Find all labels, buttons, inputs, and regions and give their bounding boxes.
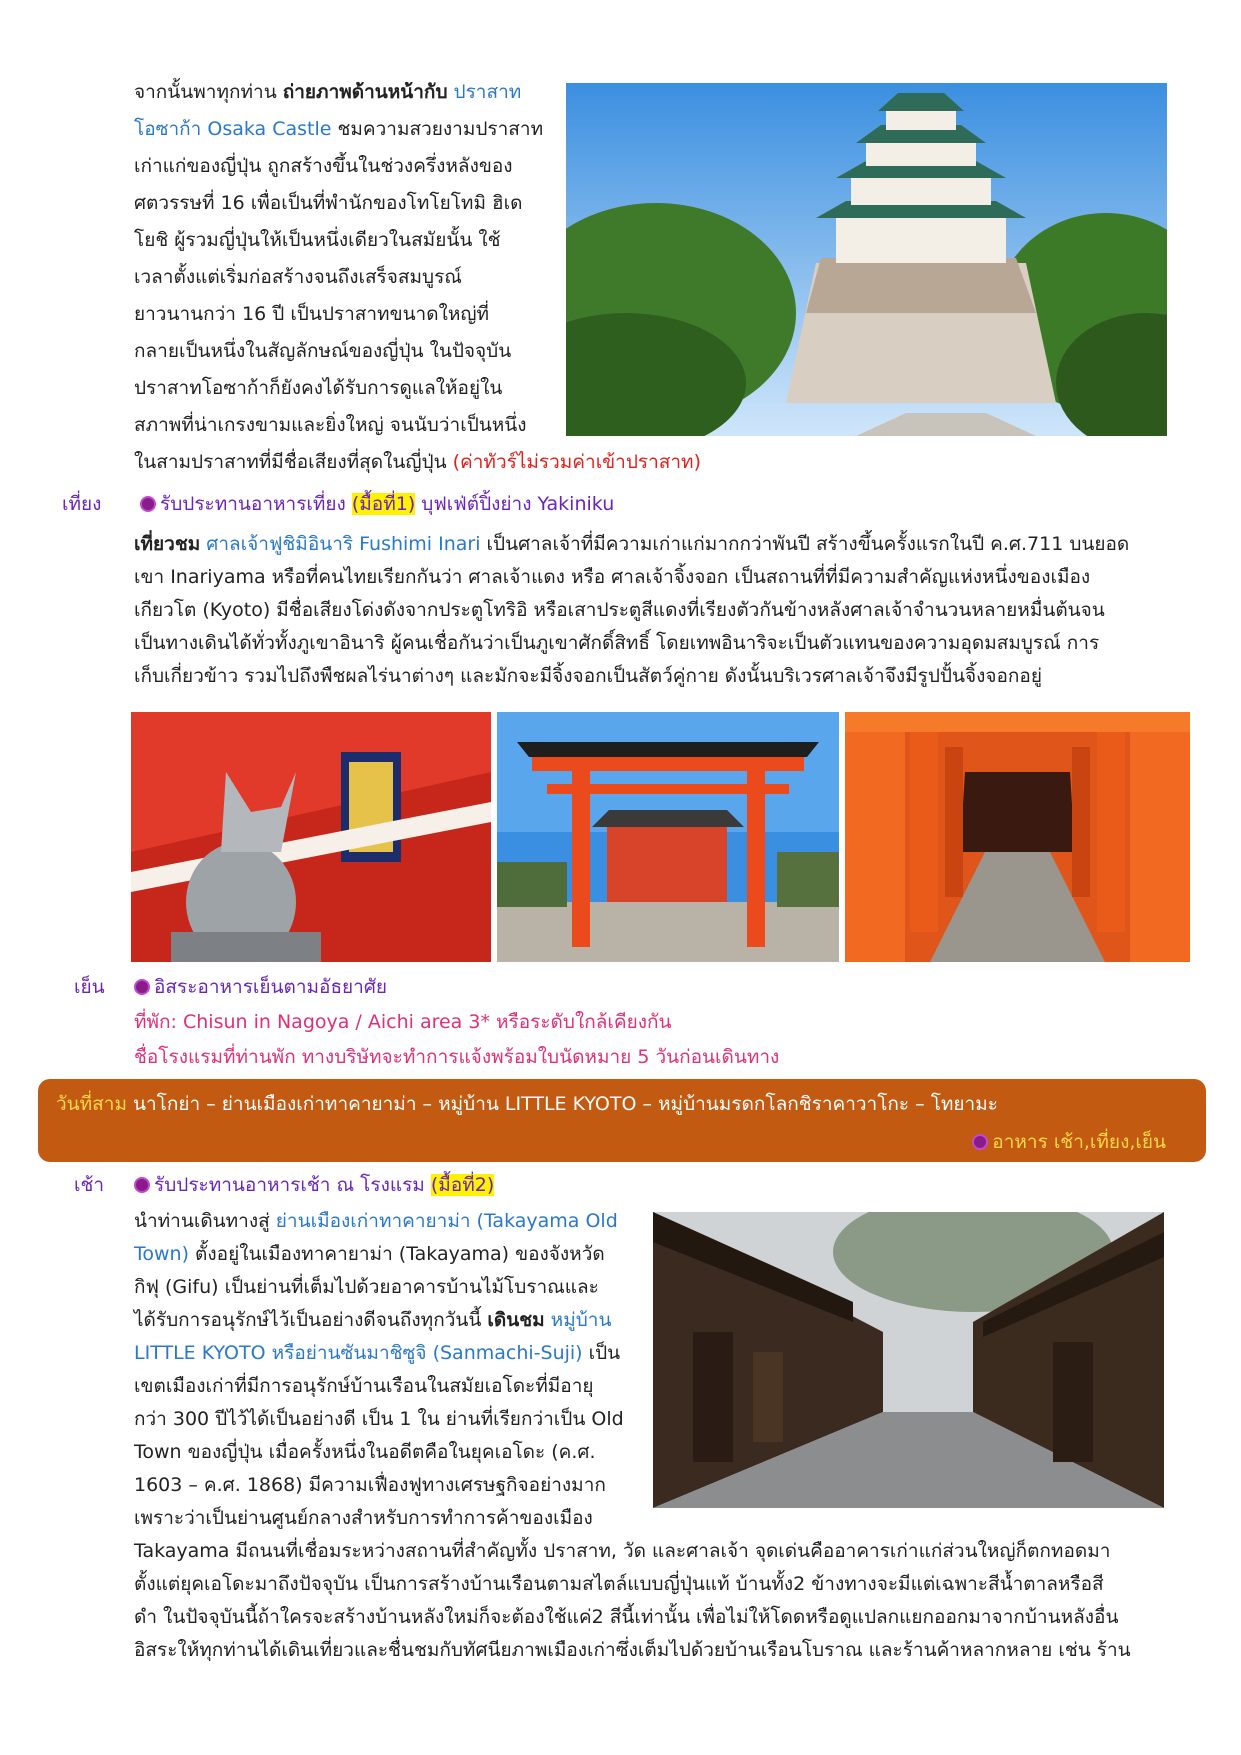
meal-badge: (มื้อที่2)	[430, 1174, 495, 1196]
text-line: โยชิ ผู้รวมญี่ปุ่นให้เป็นหนึ่งเดียวในสมัยนั้น ใช้	[134, 229, 501, 251]
text-line: ในสามปราสาทที่มีชื่อเสียงที่สุดในญี่ปุ่น (ค่าทัวร์ไม่รวมค่าเข้าปราสาท)	[134, 451, 701, 473]
dish-icon	[972, 1134, 988, 1150]
day3-route: วันที่สาม นาโกย่า – ย่านเมืองเก่าทาคายาม่า – หมู่บ้าน LITTLE KYOTO – หมู่บ้านมรดกโลกชิราคาวาโกะ – โทยามะ	[56, 1093, 998, 1115]
fox-statue-photo	[131, 712, 491, 962]
text-line: เขา Inariyama หรือที่คนไทยเรียกกันว่า ศาลเจ้าแดง หรือ ศาลเจ้าจิ้งจอก เป็นสถานที่ที่มีความสำคัญแห่งหนึ่งของเมือง	[134, 566, 1091, 588]
hotel-notice: ชื่อโรงแรมที่ท่านพัก ทางบริษัทจะทำการแจ้งพร้อมใบนัดหมาย 5 วันก่อนเดินทาง	[134, 1046, 780, 1068]
text-line: เที่ยวชม ศาลเจ้าฟูชิมิอินาริ Fushimi Inari เป็นศาลเจ้าที่มีความเก่าแก่มากกว่าพันปี สร้างขึ้นครั้งแรกในปี ค.ศ.711 บนยอด	[134, 533, 1130, 555]
text-line: Takayama มีถนนที่เชื่อมระหว่างสถานที่สำคัญทั้ง ปราสาท, วัด และศาลเจ้า จุดเด่นคืออาคารเก่าแก่ส่วนใหญ่ก็ตกทอดมา	[134, 1540, 1111, 1562]
day-label: วันที่สาม	[56, 1093, 127, 1115]
text-line: กลายเป็นหนึ่งในสัญลักษณ์ของญี่ปุ่น ในปัจจุบัน	[134, 340, 512, 362]
dinner-line: อิสระอาหารเย็นตามอัธยาศัย	[134, 971, 387, 1004]
day3-banner	[38, 1079, 1206, 1162]
dish-icon	[134, 1177, 150, 1193]
hotel-info: ที่พัก: Chisun in Nagoya / Aichi area 3* หรือระดับใกล้เคียงกัน	[134, 1011, 672, 1033]
text-line: อิสระให้ทุกท่านได้เดินเที่ยวและชื่นชมกับทัศนียภาพเมืองเก่าซึ่งเต็มไปด้วยบ้านเรือนโบราณ และร้านค้าหลากหลาย เช่น ร้าน	[134, 1639, 1131, 1661]
text-line: ปราสาทโอซาก้าก็ยังคงได้รับการดูแลให้อยู่ใน	[134, 377, 503, 399]
text-line: เก็บเกี่ยวข้าว รวมไปถึงพืชผลไร่นาต่างๆ และมักจะมีจิ้งจอกเป็นสัตว์คู่กาย ดังนั้นบริเวรศาลเจ้าจึงมีรูปปั้นจิ้งจอกอยู่	[134, 665, 1042, 687]
text-line: ได้รับการอนุรักษ์ไว้เป็นอย่างดีจนถึงทุกวันนี้ เดินชม หมู่บ้าน	[134, 1309, 612, 1331]
text-line: Town ของญี่ปุ่น เมื่อครั้งหนึ่งในอดีตคือในยุคเอโดะ (ค.ศ.	[134, 1441, 596, 1463]
dish-icon	[140, 496, 156, 512]
text-line: ดำ ในปัจจุบันนี้ถ้าใครจะสร้างบ้านหลังใหม่ก็จะต้องใช้แค่2 สีนี้เท่านั้น เพื่อไม่ให้โดดหรือดูแปลกแยกออกมาจากบ้านหลังอื่น	[134, 1606, 1119, 1628]
text-line: ศตวรรษที่ 16 เพื่อเป็นที่พำนักของโทโยโทมิ ฮิเด	[134, 192, 523, 214]
dish-icon	[134, 979, 150, 995]
text-line: เกียวโต (Kyoto) มีชื่อเสียงโด่งดังจากประตูโทริอิ หรือเสาประตูสีแดงที่เรียงตัวกันข้างหลังศาลเจ้าจำนวนหลายหมื่นต้นจน	[134, 599, 1105, 621]
osaka-castle-photo	[566, 83, 1167, 436]
text-line: เขตเมืองเก่าที่มีการอนุรักษ์บ้านเรือนในสมัยเอโดะที่มีอายุ	[134, 1375, 594, 1397]
text-line: เวลาตั้งแต่เริ่มก่อสร้างจนถึงเสร็จสมบูรณ์	[134, 266, 462, 288]
text-line: ยาวนานกว่า 16 ปี เป็นปราสาทขนาดใหญ่ที่	[134, 303, 490, 325]
breakfast-label: เช้า	[74, 1174, 105, 1196]
torii-gate-photo	[497, 712, 839, 962]
text-line: โอซาก้า Osaka Castle ชมความสวยงามปราสาท	[134, 118, 544, 140]
takayama-street-photo	[653, 1212, 1164, 1508]
text-line: ตั้งแต่ยุคเอโดะมาถึงปัจจุบัน เป็นการสร้างบ้านเรือนตามสไตล์แบบญี่ปุ่นแท้ บ้านทั้ง2 ข้างทางจะมีแต่เฉพาะสีน้ำตาลหรือสี	[134, 1573, 1104, 1595]
breakfast-line: รับประทานอาหารเช้า ณ โรงแรม (มื้อที่2)	[134, 1169, 494, 1202]
text-line: 1603 – ค.ศ. 1868) มีความเฟื่องฟูทางเศรษฐกิจอย่างมาก	[134, 1474, 606, 1496]
text-line: เก่าแก่ของญี่ปุ่น ถูกสร้างขึ้นในช่วงครึ่งหลังของ	[134, 155, 513, 177]
text-line: นำท่านเดินทางสู่ ย่านเมืองเก่าทาคายาม่า (Takayama Old	[134, 1210, 618, 1232]
text-line: เพราะว่าเป็นย่านศูนย์กลางสำหรับการทำการค้าของเมือง	[134, 1507, 593, 1529]
lunch-line: รับประทานอาหารเที่ยง (มื้อที่1) บุฟเฟ่ต์ปิ้งย่าง Yakiniku	[140, 488, 614, 521]
dinner-label: เย็น	[74, 976, 105, 998]
text-line: กิฟุ (Gifu) เป็นย่านที่เต็มไปด้วยอาคารบ้านไม้โบราณและ	[134, 1276, 599, 1298]
text-line: Town) ตั้งอยู่ในเมืองทาคายาม่า (Takayama) ของจังหวัด	[134, 1243, 605, 1265]
text-line: จากนั้นพาทุกท่าน ถ่ายภาพด้านหน้ากับ ปราสาท	[134, 81, 522, 103]
text-line: LITTLE KYOTO หรือย่านซันมาชิซูจิ (Sanmachi-Suji) เป็น	[134, 1342, 621, 1364]
text-line: กว่า 300 ปีไว้ได้เป็นอย่างดี เป็น 1 ใน ย่านที่เรียกว่าเป็น Old	[134, 1408, 624, 1430]
torii-tunnel-photo	[845, 712, 1190, 962]
meal-badge: (มื้อที่1)	[351, 493, 416, 515]
text-line: สภาพที่น่าเกรงขามและยิ่งใหญ่ จนนับว่าเป็นหนึ่ง	[134, 414, 527, 436]
lunch-label: เที่ยง	[62, 493, 102, 515]
day3-meals: อาหาร เช้า,เที่ยง,เย็น	[972, 1127, 1166, 1157]
text-line: เป็นทางเดินได้ทั่วทั้งภูเขาอินาริ ผู้คนเชื่อกันว่าเป็นภูเขาศักดิ์สิทธิ์ โดยเทพอินาริจะเป็นตัวแทนของความอุดมสมบูรณ์ การ	[134, 632, 1100, 654]
